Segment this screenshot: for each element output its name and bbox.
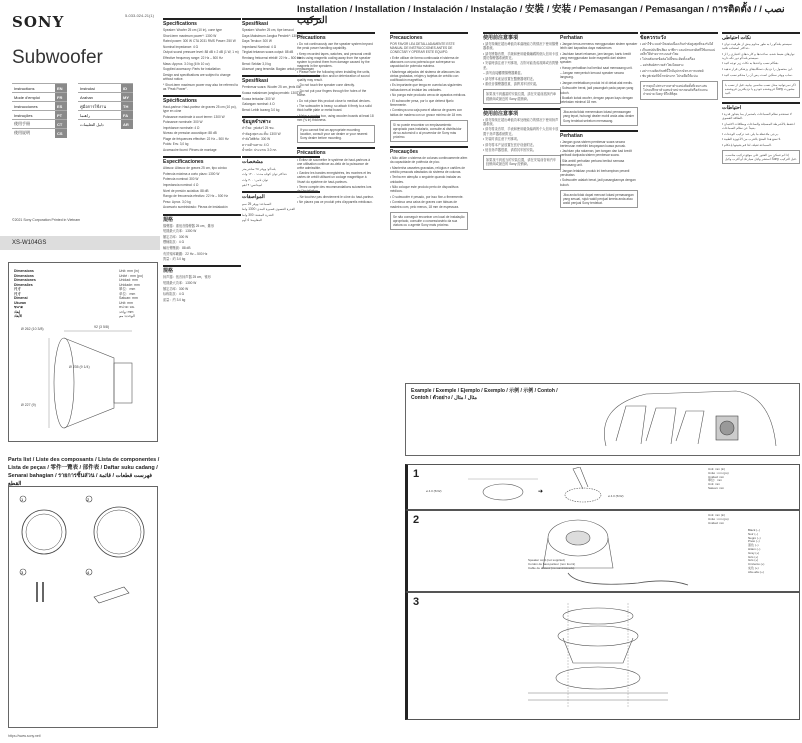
paragraph: Daya Terukur: 300 W bbox=[242, 39, 272, 44]
paragraph: • السماعة ثقيلة، لذا قم بتثبيتها بإحكام. bbox=[722, 142, 772, 147]
paragraph: 短期最大功率：1300 W bbox=[163, 280, 197, 285]
unit-label: Unit: mm bbox=[708, 482, 720, 487]
step-number: 1 bbox=[413, 468, 420, 480]
section-heading: 使用前注意事項 bbox=[483, 32, 561, 40]
language-index-left bbox=[12, 83, 67, 138]
wire-color-label: Abu-abu (+) bbox=[748, 569, 764, 574]
svg-text:2: 2 bbox=[87, 497, 90, 502]
paragraph: • เก็บเทปบันทึกเสียง นาฬิกา และบัตรเครดิตที่ใช้แถบแม่เหล็กให้ห่างจากระบบลำโพง bbox=[640, 47, 716, 56]
paragraph: • Jauhkan kaset rekaman, jam tangan, kartu kredit yang menggunakan kode magnetik dari sistem speaker. bbox=[560, 51, 631, 64]
dim-value: Ø 227 (9) bbox=[21, 403, 36, 407]
section-heading: نکات احتیاطی bbox=[722, 32, 800, 40]
step-2 bbox=[405, 510, 800, 592]
paragraph: – 請勿直接觸摸揚聲器錐盆。 bbox=[483, 71, 524, 76]
paragraph: Potencia máxima a corto plazo: 1300 W bbox=[163, 171, 220, 176]
paragraph: Nominal impedance: 4 Ω bbox=[163, 44, 198, 49]
wire-color-label: Noir (–) bbox=[748, 531, 759, 536]
paragraph: • هنگام نصب واحدها به نکات زیر توجه کنید. bbox=[722, 61, 779, 66]
hole-size-label: ø 4.0 (5/32) bbox=[426, 489, 442, 493]
paragraph: 质量：约 3.0 kg bbox=[163, 297, 186, 302]
language-code: AR bbox=[121, 120, 133, 129]
section-heading: Precautions bbox=[297, 32, 375, 40]
language-entry bbox=[78, 111, 133, 120]
speaker-cord-label: Speaker cord (not supplied) bbox=[528, 558, 565, 562]
paragraph: • Make a woofer box, using wooden boards at least 18 mm (¾ in) thickness. bbox=[297, 114, 374, 123]
paragraph: Effective frequency range: 22 Hz – 500 Hz bbox=[163, 56, 223, 61]
wire-color-label: Preto (–) bbox=[748, 539, 760, 544]
paragraph: Altavoz: Altavoz de graves 25 cm, tipo cónico bbox=[163, 166, 227, 171]
paragraph: 额定功率：300 W bbox=[163, 286, 189, 291]
wire-color-label: Cinzento (+) bbox=[748, 562, 765, 567]
example-heading: Example / Exemple / Ejemplo / Exemplo / 示例 / 示例 / Contoh / Contoh / ตัวอย่าง / مثال / مثال bbox=[411, 388, 558, 401]
section-heading: 规格 bbox=[163, 265, 241, 273]
paragraph: ลำโพง: วูฟเฟอร์ 25 ซม. bbox=[242, 126, 275, 130]
wire-color-label: 黑色 (–) bbox=[748, 543, 759, 548]
sony-url[interactable]: https://www.sony.net/ bbox=[8, 734, 41, 738]
paragraph: • โปรดสังเกตข้อต่อไปนี้ขณะติดตั้งเครื่อง bbox=[640, 57, 696, 62]
paragraph: 短期最大功率：1300 W bbox=[163, 229, 197, 234]
paragraph: กำลังไฟพิกัด: 300 W bbox=[242, 137, 271, 142]
paragraph: • Harap perhatikan hal berikut saat memasang unit. bbox=[560, 65, 633, 70]
paragraph: • Jangan letakkan produk ini berhampiran peranti perubatan. bbox=[560, 168, 630, 177]
paragraph: 標稱阻抗：4 Ω bbox=[163, 240, 184, 245]
paragraph: Speaker: Woofer 25 cm (10 in), cone type bbox=[163, 28, 222, 33]
drilling-illustration bbox=[468, 467, 618, 509]
paragraph: 輸出聲壓級：88 dB bbox=[163, 245, 191, 250]
part-number: 5-033-024-21(1) bbox=[125, 13, 154, 18]
dimensions-label: Ukuran bbox=[14, 300, 27, 305]
document-title: Subwoofer bbox=[12, 47, 103, 68]
paragraph: • Tenha em atenção o seguinte quando instalar as unidades. bbox=[390, 175, 461, 184]
paragraph: Design and specifications are subject to change without notice. bbox=[163, 72, 231, 81]
paragraph: • 請勿持續在超出峰值功率處理能力的情況下使用揚聲器系統。 bbox=[483, 42, 559, 51]
wire-color-label: Gris (+) bbox=[748, 554, 759, 559]
dimensions-label: Dimensions bbox=[14, 273, 34, 278]
paragraph: • Subwoofer adalah berat, jadi pasangkannya dengan kukuh. bbox=[560, 178, 636, 187]
step-3 bbox=[405, 592, 800, 720]
step-number: 2 bbox=[413, 514, 420, 526]
paragraph: • Jangan terus-menerus menggunakan sistem speaker lebih dari kapasitas daya maksimum. bbox=[560, 42, 638, 51]
paragraph: POR FAVOR LEA DETALLADAMENTE ESTE MANUAL DE INSTRUCCIONES ANTES DE CONECTAR Y OPERAR ESTE EQUIPO. bbox=[390, 42, 455, 55]
car-interior-illustration bbox=[586, 386, 786, 454]
paragraph: • Construya una caja para el altavoz de graves con tablas de madera con un grosor mínimo de 18 mm. bbox=[390, 108, 463, 117]
paragraph: Daya Maksimum Jangka Pendek*: 1300 W bbox=[242, 33, 303, 38]
language-code: ES bbox=[55, 102, 67, 111]
paragraph: Niveau de pression acoustique: 88 dB bbox=[163, 131, 217, 136]
language-code: EN bbox=[55, 84, 67, 93]
paragraph: Potencia nominal: 300 W bbox=[163, 177, 199, 182]
note-box: Si no puede encontrar un emplazamiento apropiado para instalarlo, consulte al distribuidor de su automóvil o al proveedor de Sony más próximo. bbox=[390, 120, 468, 142]
unit-label: Unit: mm (in) bbox=[708, 513, 726, 517]
unit-label: Unidad: mm bbox=[119, 278, 138, 282]
step-number: 3 bbox=[413, 596, 420, 608]
paragraph: 标称阻抗：4 Ω bbox=[163, 292, 184, 297]
paragraph: • Jangan meletakkan produk ini di dekat alat medis. bbox=[560, 80, 633, 85]
language-entry bbox=[12, 84, 67, 93]
svg-text:4: 4 bbox=[87, 570, 90, 575]
paragraph: • อย่าใช้ระบบลำโพงต่อเนื่องเกินกำลังสูงสุดที่รองรับได้ bbox=[640, 42, 714, 47]
language-code: MY bbox=[121, 93, 133, 102]
paragraph: Tingkat tekanan suara output: 88 dB bbox=[242, 50, 294, 55]
paragraph: • O subwoofer é pesado, por isso fixe-o firmemente. bbox=[390, 194, 464, 199]
language-entry bbox=[12, 129, 67, 138]
language-name: Instruções bbox=[12, 111, 55, 120]
paragraph: • The subwoofer is heavy, so attach it firmly to a solid thick baffle plate or metal board. bbox=[297, 104, 372, 113]
paragraph: • يرجى ملاحظة ما يلي عند تركيب الوحدات. bbox=[722, 131, 779, 136]
paragraph: • 安装时请注意下列事项。 bbox=[483, 137, 521, 142]
paragraph: Short-term maximum power*: 1300 W bbox=[163, 33, 217, 38]
parts-list-heading: Parts list / Liste des composants / Lista de componentes / Lista de peças / 零件一覽表 / 部件表 / Daftar suku cadang / Senarai bahagian / รายการชิ้นส่วน / فهرست قطعات / قائمة القطع bbox=[8, 457, 160, 487]
section-heading: Perhatian bbox=[560, 32, 638, 40]
paragraph: Poids: Env. 3,0 kg bbox=[163, 142, 189, 147]
paragraph: • Jauhkan pita rakaman, jam tangan dan kad kredit peribadi daripada sistem pembesar suara. bbox=[560, 149, 632, 158]
unit-label: Unité : mm (po) bbox=[708, 470, 729, 475]
section-heading: Especificaciones bbox=[163, 156, 241, 164]
section-heading: Précautions bbox=[297, 147, 375, 155]
paragraph: • Mantenha cassetes gravadas, relógios e cartões de crédito pessoais afastados do sistema de colunas. bbox=[390, 165, 466, 174]
dimensions-label: Dimensões bbox=[14, 282, 33, 287]
paragraph: 有效頻率範圍：22 Hz – 500 Hz bbox=[163, 251, 208, 256]
paragraph: • 請勿將本產品放置在醫療器材附近。 bbox=[483, 76, 537, 81]
unit-label: Satuan: mm bbox=[119, 296, 138, 300]
language-name: دليل التعليمات bbox=[78, 120, 121, 129]
note-box: If you cannot find an appropriate mounting location, consult your car dealer or your nearest Sony dealer before mounting. bbox=[297, 125, 375, 143]
language-code: FR bbox=[55, 93, 67, 102]
section-heading: ข้อควรระวัง bbox=[640, 32, 718, 40]
step-1 bbox=[405, 464, 800, 510]
svg-text:3: 3 bbox=[21, 570, 24, 575]
paragraph: • احتفظ بالأشرطة المسجلة والساعات وبطاقات الائتمان بعيداً عن نظام السماعات. bbox=[722, 121, 795, 130]
paragraph: Impedancia nominal: 4 Ω bbox=[163, 183, 199, 188]
paragraph: • 安裝時請注意下列事項，否則可能造成故障或音質變差。 bbox=[483, 61, 559, 70]
speaker-cord-label: Cordon de haut-parleur (non fourni) bbox=[528, 561, 576, 566]
language-name: راهنما bbox=[78, 111, 121, 120]
paragraph: • Gardez les bandes enregistrées, les montres et les cartes de crédit utilisant un codage magnétique à l'écart du système de haut-parleurs. bbox=[297, 171, 371, 184]
dim-value: 92 (3 5/8) bbox=[94, 325, 109, 329]
paragraph: • Ne placez pas ce produit près d'appareils médicaux. bbox=[297, 200, 373, 205]
note-box: إذا لم تتمكن من العثور على موقع تركيب مناسب، استشر وكيل سيارتك أو أقرب وكيل Sony قبل التركيب. bbox=[722, 150, 800, 164]
paragraph: Mass: Approx. 3.0 kg (6 lb 10 oz) bbox=[163, 61, 210, 66]
text-column bbox=[560, 28, 638, 383]
installation-heading: Installation / Installation / Instalación / Instalação / 安裝 / 安装 / Pemasangan / Pemasangan / การติดตั้ง / نصب / التركيب bbox=[297, 4, 785, 26]
text-column bbox=[722, 28, 800, 383]
paragraph: • ซับวูฟเฟอร์มีน้ำหนักมาก โปรดยึดให้แน่น bbox=[640, 74, 698, 79]
language-name: Arahan bbox=[78, 93, 121, 102]
unit-label: Unidad: mm bbox=[708, 474, 725, 479]
dimensions-label: 尺寸 bbox=[14, 291, 21, 296]
paragraph: – Do not put your fingers through the holes of the frame. bbox=[297, 89, 367, 98]
paragraph: Galangan nominal: 4 Ω bbox=[242, 102, 275, 107]
paragraph: • نوارهای ضبط شده، ساعت‌ها و کارت‌های اعتباری را از سیستم بلندگو دور نگه دارید. bbox=[722, 51, 795, 60]
paragraph: – Jangan menyentuh kerucut speaker secara langsung. bbox=[560, 71, 624, 80]
paragraph: 質量：約 3.0 kg bbox=[163, 257, 186, 262]
note-box: Se não conseguir encontrar um local de instalação apropriado, consulte o concessionário da sua viatura ou o agente Sony mais próximo. bbox=[390, 212, 468, 230]
section-heading: مشخصات bbox=[242, 156, 320, 164]
paragraph: Puissance maximale à court terme: 1300 W bbox=[163, 114, 225, 119]
language-entry bbox=[78, 84, 133, 93]
language-entry bbox=[12, 120, 67, 129]
paragraph: Kuasa terkadar: 300 W bbox=[242, 96, 275, 101]
paragraph: กำลังสูงสุดระยะสั้น: 1300 W bbox=[242, 131, 281, 136]
language-index-right bbox=[78, 83, 133, 129]
paragraph: Berat: Sekitar 3,0 kg bbox=[242, 61, 271, 66]
unit-label: Unité : mm (po) bbox=[119, 273, 144, 278]
paragraph: • این محصول را نزدیک دستگاه‌های پزشکی قرار ندهید. bbox=[722, 67, 793, 72]
paragraph: Pembesar suara: Woofer 25 cm, jenis kon bbox=[242, 85, 302, 90]
paragraph: Rango de frecuencia efectivo: 22 Hz – 500 Hz bbox=[163, 194, 229, 199]
paragraph: • Tenez compte des recommandations suivantes lors de l'installation. bbox=[297, 185, 372, 194]
svg-text:➔: ➔ bbox=[538, 489, 544, 495]
unit-label: Unit: mm (in) bbox=[708, 467, 726, 471]
paragraph: • Não coloque este produto perto de dispositivos médicos. bbox=[390, 185, 459, 194]
paragraph: Supplied accessory: Parts for installation bbox=[163, 67, 221, 72]
parts-list-box bbox=[8, 486, 158, 728]
dim-value: Ø 262 (10 3/8) bbox=[21, 327, 44, 331]
paragraph: • 請勿將錄音帶、手錶和使用磁條編碼的個人信用卡放置於揚聲器系統附近。 bbox=[483, 51, 559, 60]
text-column bbox=[483, 28, 561, 383]
language-name: Instrucciones bbox=[12, 102, 55, 111]
dimensions-label: Dimensiones bbox=[14, 278, 36, 282]
language-entry bbox=[78, 102, 133, 111]
language-entry bbox=[78, 93, 133, 102]
note-box: اگر نمی‌توانید محل نصب مناسبی بیابید، قبل از نصب با فروشنده خودرو یا نزدیکترین فروشنده Sony مشورت کنید. bbox=[722, 80, 800, 98]
paragraph: Impedansi Nominal: 4 Ω bbox=[242, 44, 277, 49]
note-box: 如果找不到适当的安装位置，请在安装前咨询汽车经销商或最近的 Sony 经销商。 bbox=[483, 155, 561, 169]
speaker-cord-label: Cable de altavoz (no suministrado) bbox=[528, 565, 575, 570]
paragraph: • Evite utilizar de forma continuada el sistema de altavoces con una potencia que sobrepase su capacidad de potencia máxima. bbox=[390, 55, 459, 69]
paragraph: • Do not continuously use the speaker system beyond the peak power handling capability. bbox=[297, 42, 373, 51]
paragraph: • Subwoofer berat, jadi pasanglah pada papan yang kokoh. bbox=[560, 86, 634, 95]
paragraph: امپدانس: ۴ اهم bbox=[242, 183, 263, 188]
wire-color-label: Gris (+) bbox=[748, 558, 759, 563]
section-heading: المواصفات bbox=[242, 191, 320, 199]
section-heading: Precauções bbox=[390, 146, 468, 154]
wire-color-label: Negro (–) bbox=[748, 535, 761, 540]
section-heading: 規格 bbox=[163, 214, 241, 222]
paragraph: Impédance nominale: 4 Ω bbox=[163, 125, 200, 130]
unit-label: Unité : mm (po) bbox=[708, 516, 729, 521]
language-entry bbox=[78, 120, 133, 129]
note-box: 如果找不到適當的安裝位置，請在安裝前諮詢汽車經銷商或最近的 Sony 經銷商。 bbox=[483, 89, 561, 103]
copyright: ©2021 Sony Corporation Printed in Vietnam bbox=[12, 218, 81, 222]
section-heading: Specifications bbox=[163, 18, 241, 26]
language-name: คู่มือการใช้งาน bbox=[78, 102, 121, 111]
section-heading: احتياطات bbox=[722, 102, 800, 110]
section-heading: Spesifikasi bbox=[242, 18, 320, 26]
wire-color-label: 灰色 (+) bbox=[748, 565, 759, 570]
paragraph: • لا تستخدم نظام السماعات باستمرار بما يتجاوز قدرة الطاقة القصوى. bbox=[722, 112, 792, 121]
text-column bbox=[297, 28, 375, 383]
paragraph: القدرة القصوى قصيرة المدى: 1300 واط bbox=[242, 207, 296, 212]
paragraph: Accesorio suministrado: Piezas de instalación bbox=[163, 205, 228, 210]
paragraph: Accessoire fourni: Pièces de montage bbox=[163, 148, 217, 153]
dimensions-label: 尺寸 bbox=[14, 287, 21, 291]
unit-label: Unidad: mm bbox=[708, 520, 725, 525]
section-heading: Perhatian bbox=[560, 130, 638, 138]
paragraph: • Não utilize o sistema de colunas continuamente além da capacidade de potência de pico. bbox=[390, 156, 468, 165]
dimensions-label: Dimensi bbox=[14, 296, 28, 300]
language-code: TH bbox=[121, 102, 133, 111]
paragraph: Nivel de presión acústica: 88 dB bbox=[163, 188, 209, 193]
paragraph: * Short-term maximum power may also be referred to as "Peak Power". bbox=[163, 82, 239, 91]
unit-label: 單位：mm bbox=[119, 287, 136, 291]
paragraph: • Es importante que tenga en cuenta las siguientes indicaciones al instalar las unidades. bbox=[390, 83, 462, 92]
paragraph: • Construa uma caixa de graves com tábuas de madeira com, pelo menos, 18 mm de espessura. bbox=[390, 200, 460, 209]
dimensions-box bbox=[8, 262, 158, 442]
paragraph: Berat: Lebih kurang 3.0 kg bbox=[242, 107, 280, 112]
svg-text:1: 1 bbox=[21, 497, 24, 502]
text-column bbox=[640, 28, 718, 383]
paragraph: حداکثر توان کوتاه مدت: ۱۳۰۰ وات bbox=[242, 172, 288, 177]
unit-label: Unit: mm bbox=[119, 300, 133, 305]
paragraph: • Keep recorded tapes, watches, and personal credit cards using magnetic coding away from the speaker system to protect them from damage caused by the magnets in the speakers. bbox=[297, 51, 371, 69]
paragraph: • لا تضع هذا المنتج بالقرب من الأجهزة الطبية. bbox=[722, 137, 782, 142]
paragraph: Peso: Aprox. 3,0 kg bbox=[163, 199, 191, 204]
paragraph: Speaker: Woofer 25 cm, tipe kerucut bbox=[242, 28, 294, 33]
paragraph: القدرة المقننة: 300 واط bbox=[242, 212, 274, 217]
paragraph: • El subwoofer pesa, por lo que deberá fijarlo firmemente. bbox=[390, 98, 454, 107]
unit-label: Satuan: mm bbox=[708, 485, 725, 490]
paragraph: – Do not touch the speaker cone directly. bbox=[297, 83, 355, 88]
paragraph: • سیستم بلندگو را به طور مداوم بیش از ظرفیت توان حداکثر استفاده نکنید. bbox=[722, 42, 792, 51]
unit-label: 单位：mm bbox=[119, 291, 136, 296]
paragraph: • Évitez de soumettre le système de haut-parleurs à une utilisation continue au-delà de la puissance de crête admissible. bbox=[297, 157, 371, 170]
paragraph: 額定功率：300 W bbox=[163, 234, 189, 239]
paragraph: توان نامی: ۳۰۰ وات bbox=[242, 177, 269, 182]
paragraph: น้ำหนัก: ประมาณ 3.0 กก. bbox=[242, 148, 278, 153]
language-name: Mode d'emploi bbox=[12, 93, 55, 102]
text-column bbox=[163, 14, 241, 303]
dimensions-label: ขนาด bbox=[14, 305, 24, 309]
language-name: 使用手冊 bbox=[12, 120, 55, 129]
section-heading: 使用前注意事项 bbox=[483, 108, 561, 116]
language-name: Instructions bbox=[12, 84, 55, 93]
parts-drawings bbox=[9, 487, 157, 727]
paragraph: • 重低音揚聲器很重，請將其牢固安裝。 bbox=[483, 82, 540, 87]
paragraph: Rentang frekuensi efektif: 22 Hz – 500 Hz bbox=[242, 56, 302, 61]
paragraph: Aksesori yang tersedia: Bagian untuk pemasangan bbox=[242, 67, 314, 72]
paragraph: 揚聲器：重低音揚聲器 25 cm，錐形 bbox=[163, 223, 215, 228]
paragraph: • 低音扬声器很重，请将其牢固安装。 bbox=[483, 148, 537, 153]
section-heading: ข้อมูลจำเพาะ bbox=[242, 116, 320, 124]
paragraph: Plage de fréquences effective: 22 Hz – 500 Hz bbox=[163, 136, 229, 141]
paragraph: • No ponga este producto cerca de aparatos médicos. bbox=[390, 93, 467, 98]
unit-label: Unit: mm (in) bbox=[119, 269, 140, 273]
paragraph: • Buatlah kotak woofer, dengan papan kayu dengan ketebalan minimal 18 mm. bbox=[560, 96, 633, 105]
unit-label: 單位：mm bbox=[708, 478, 722, 483]
wire-color-label: Gray (+) bbox=[748, 550, 760, 555]
section-heading: Spesifikasi bbox=[242, 75, 320, 83]
language-code: CT bbox=[55, 120, 67, 129]
note-box: Jika anda tidak menemukan lokasi pemasangan yang tepat, hubungi dealer mobil anda atau dealer Sony terdekat sebelum memasang. bbox=[560, 107, 638, 125]
sony-logo: SONY bbox=[12, 13, 65, 31]
paragraph: • Please note the following when installing the units, otherwise malfunction and/or deterioration of sound quality may result. bbox=[297, 69, 371, 82]
language-code: FA bbox=[121, 111, 133, 120]
paragraph: السماعة: ووفر 25 سم bbox=[242, 201, 272, 206]
mounting-illustration bbox=[518, 598, 678, 718]
example-box bbox=[405, 383, 800, 456]
wiring-illustration bbox=[508, 513, 698, 591]
language-entry bbox=[12, 102, 67, 111]
language-name: 使用说明 bbox=[12, 129, 55, 138]
paragraph: • Sila ambil perhatian perkara berikut semasa memasang unit. bbox=[560, 159, 625, 168]
paragraph: Kuasa maksimum jangka pendek: 1300 W bbox=[242, 91, 302, 96]
wire-color-label: Hitam (–) bbox=[748, 546, 761, 551]
language-code: CS bbox=[55, 129, 67, 138]
hole-size-label: ø 4.0 (5/32) bbox=[608, 494, 624, 498]
wire-color-label: Black (–) bbox=[748, 528, 760, 532]
paragraph: • Mantenga alejados del sistema de altavoces las cintas grabadas, relojes y tarjetas de crédito con codificación magnética. bbox=[390, 69, 460, 82]
paragraph: 扬声器：低音扬声器 25 cm，锥形 bbox=[163, 275, 211, 280]
dimensions-label: Dimensions bbox=[14, 269, 34, 273]
unit-label: الوحدة: مم bbox=[119, 314, 135, 318]
dim-value: Ø 235 (9 1/4) bbox=[69, 365, 90, 369]
language-name: Instruksi bbox=[78, 84, 121, 93]
note-box: หากคุณไม่สามารถหาตำแหน่งติดตั้งที่เหมาะสม โปรดปรึกษาตัวแทนจำหน่ายรถยนต์หรือตัวแทนจำหน่าย Sony ที่ใกล้ที่สุด bbox=[640, 81, 718, 99]
unit-label: หน่วย: มม. bbox=[119, 305, 136, 309]
paragraph: • อย่าวางผลิตภัณฑ์นี้ใกล้อุปกรณ์ทางการแพทย์ bbox=[640, 68, 704, 73]
language-entry bbox=[12, 93, 67, 102]
paragraph: – Ne touchez pas directement le cône du haut-parleur. bbox=[297, 194, 374, 199]
paragraph: • Jangan guna sistem pembesar suara secara berterusan melebihi keupayaan kuasa puncak. bbox=[560, 139, 626, 148]
paragraph: • Do not place this product close to medical devices. bbox=[297, 98, 371, 103]
paragraph: Rated power: 300 W CTA 2031 RMS Power: 250 W bbox=[163, 39, 236, 44]
paragraph: Haut-parleur: Haut-parleur de graves 25 cm (10 po), type en cône bbox=[163, 104, 237, 113]
paragraph: المقاومة: 4 أوم bbox=[242, 218, 263, 223]
section-heading: Precauciones bbox=[390, 32, 468, 40]
paragraph: – อย่าสัมผัสกรวยลำโพงโดยตรง bbox=[640, 62, 684, 67]
language-code: PT bbox=[55, 111, 67, 120]
paragraph: Output sound pressure level: 88 dB ± 2 dB (1 W, 1 m) bbox=[163, 50, 239, 55]
language-code: ID bbox=[121, 84, 133, 93]
paragraph: • ساب ووفر سنگین است، پس آن را محکم نصب کنید. bbox=[722, 72, 793, 77]
paragraph: Puissance nominale: 300 W bbox=[163, 120, 203, 125]
model-number: XS-W104GS bbox=[0, 236, 160, 250]
dimensions-label: الأبعاد bbox=[14, 314, 23, 318]
note-box: Jika anda tidak dapat mencari lokasi pemasangan yang sesuai, rujuk wakil penjual kereta anda atau wakil penjual Sony terdekat. bbox=[560, 190, 638, 208]
paragraph: بلندگو: ووفر ۲۵ سانتی‌متر bbox=[242, 166, 276, 171]
section-heading: Spécifications bbox=[163, 95, 241, 103]
dimensions-drawing bbox=[19, 323, 154, 433]
text-column bbox=[390, 28, 468, 383]
paragraph: • 请勿将录音带、手表和使用磁条编码的个人信用卡放置于扬声器系统附近。 bbox=[483, 127, 559, 136]
paragraph: ความต้านทาน: 4 Ω bbox=[242, 142, 269, 147]
paragraph: • 请勿持续在超出峰值功率处理能力的情况下使用扬声器系统。 bbox=[483, 117, 559, 126]
paragraph: • 请勿将本产品放置在医疗设备附近。 bbox=[483, 142, 537, 147]
dimensions-label: ابعاد bbox=[14, 309, 21, 314]
language-entry bbox=[12, 111, 67, 120]
unit-label: Unidade: mm bbox=[119, 282, 140, 287]
unit-label: واحد: mm bbox=[119, 309, 134, 314]
